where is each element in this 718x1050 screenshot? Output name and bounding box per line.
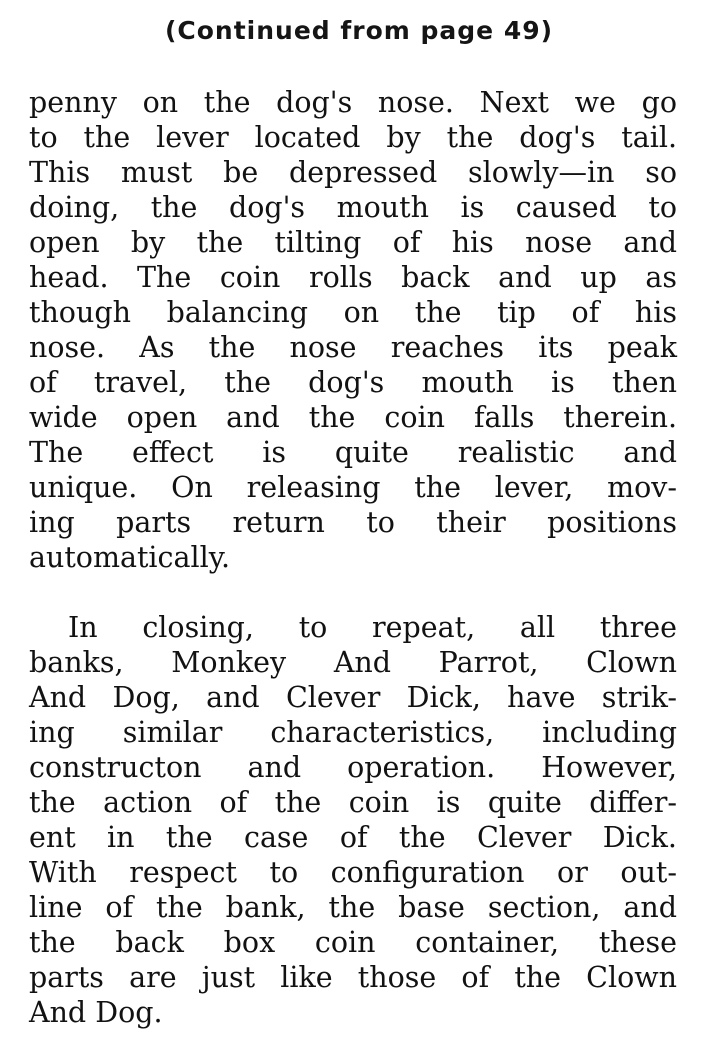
text-line: And Dog, and Clever Dick, have strik-: [29, 681, 677, 714]
text-line: though balancing on the tip of his: [29, 296, 677, 329]
text-line: parts are just like those of the Clown: [29, 961, 677, 994]
text-line: line of the bank, the base section, and: [29, 891, 677, 924]
paragraph-1: [29, 85, 677, 575]
text-line: to the lever located by the dog's tail.: [29, 121, 677, 154]
text-line: open by the tilting of his nose and: [29, 226, 677, 259]
text-line: doing, the dog's mouth is caused to: [29, 191, 677, 224]
text-line: constructon and operation. However,: [29, 751, 677, 784]
text-line: head. The coin rolls back and up as: [29, 261, 677, 294]
paragraph-2: [29, 610, 677, 1030]
text-line: wide open and the coin falls therein.: [29, 401, 677, 434]
text-line: ing parts return to their positions: [29, 506, 677, 539]
continued-header: (Continued from page 49): [164, 16, 554, 45]
text-line: penny on the dog's nose. Next we go: [29, 86, 677, 119]
text-line: the action of the coin is quite differ-: [29, 786, 677, 819]
text-line: of travel, the dog's mouth is then: [29, 366, 677, 399]
text-line: nose. As the nose reaches its peak: [29, 331, 677, 364]
text-line: In closing, to repeat, all three: [68, 611, 677, 644]
text-line: The effect is quite realistic and: [29, 436, 677, 469]
text-line: With respect to configuration or out-: [29, 856, 677, 889]
text-line: banks, Monkey And Parrot, Clown: [29, 646, 677, 679]
text-line: This must be depressed slowly—in so: [29, 156, 677, 189]
text-line: And Dog.: [29, 996, 163, 1029]
text-line: the back box coin container, these: [29, 926, 677, 959]
text-line: automatically.: [29, 541, 231, 574]
text-line: unique. On releasing the lever, mov-: [29, 471, 677, 504]
text-line: ing similar characteristics, including: [29, 716, 677, 749]
text-line: ent in the case of the Clever Dick.: [29, 821, 677, 854]
